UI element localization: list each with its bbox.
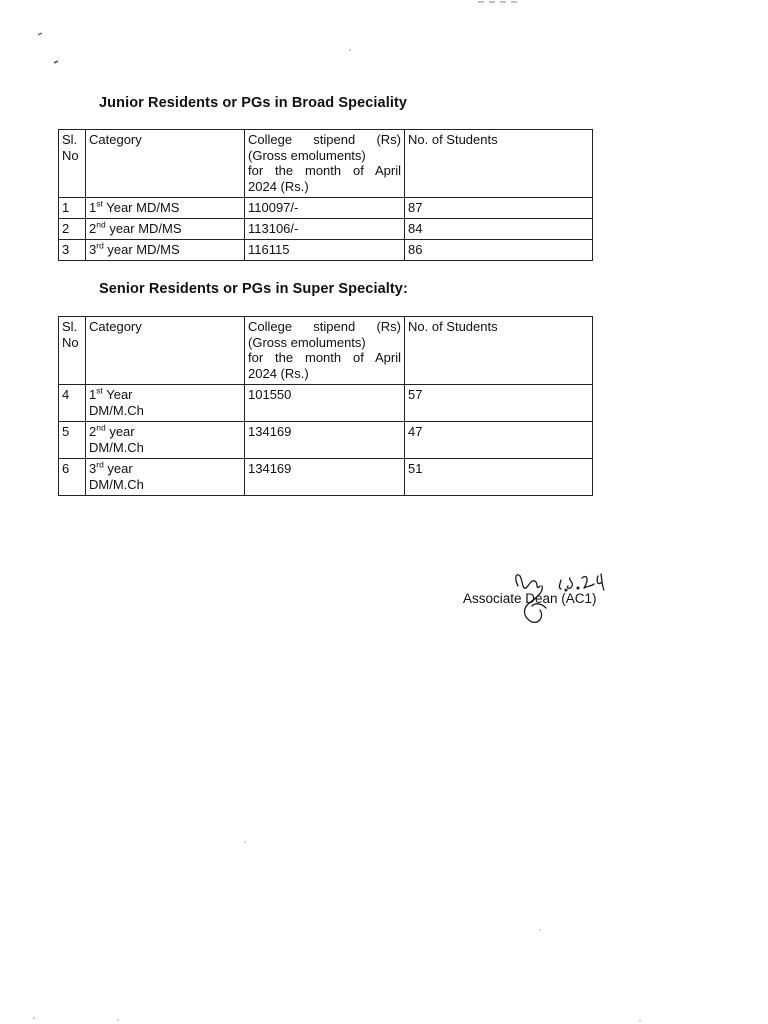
category-ordinal: nd	[96, 219, 106, 230]
header-students: No. of Students	[405, 317, 593, 385]
cell-students: 47	[405, 422, 593, 459]
cell-category	[86, 240, 245, 261]
cell-students: 87	[405, 198, 593, 219]
cell-stipend: 101550	[245, 385, 405, 422]
header-sl: Sl.	[62, 132, 78, 147]
cell-category	[86, 385, 245, 422]
table-row	[59, 240, 593, 261]
category-course: DM/M.Ch	[89, 476, 144, 492]
header-stipend-line: for the month of April	[248, 350, 401, 365]
cell-students: 57	[405, 385, 593, 422]
header-stipend	[245, 317, 405, 385]
senior-residents-table	[58, 316, 593, 496]
cell-sl: 2	[59, 219, 86, 240]
header-stipend-line: 2024 (Rs.)	[248, 365, 309, 381]
table-row	[59, 385, 593, 422]
cell-category	[86, 219, 245, 240]
table-row	[59, 459, 593, 496]
header-stipend-line: (Gross emoluments)	[248, 147, 366, 163]
cell-sl: 3	[59, 240, 86, 261]
category-text: Year	[102, 387, 133, 402]
header-no: No	[62, 334, 79, 350]
category-ordinal: rd	[96, 240, 104, 251]
category-year-number: 3	[89, 242, 97, 257]
header-stipend-line: (Gross emoluments)	[248, 334, 366, 350]
category-text: year	[103, 461, 133, 476]
signatory-designation: Associate Dean (AC1)	[463, 591, 597, 606]
table-row	[59, 422, 593, 459]
category-text: year	[105, 424, 135, 439]
header-sl: Sl.	[62, 319, 78, 334]
table-row	[59, 198, 593, 219]
category-ordinal: rd	[96, 459, 104, 470]
category-year-number: 3	[89, 461, 97, 476]
category-course: DM/M.Ch	[89, 439, 144, 455]
cell-sl: 4	[59, 385, 86, 422]
category-text: year MD/MS	[105, 221, 182, 236]
header-no: No	[62, 147, 79, 163]
section-heading-senior-residents: Senior Residents or PGs in Super Specialty:	[99, 281, 408, 297]
header-sl-no	[59, 317, 86, 385]
category-course: DM/M.Ch	[89, 402, 144, 418]
cell-sl: 6	[59, 459, 86, 496]
category-text: Year MD/MS	[102, 200, 180, 215]
cell-students: 84	[405, 219, 593, 240]
header-stipend	[245, 130, 405, 198]
header-stipend-line: for the month of April	[248, 163, 401, 178]
cell-category	[86, 459, 245, 496]
cell-stipend: 134169	[245, 459, 405, 496]
cell-sl: 1	[59, 198, 86, 219]
category-year-number: 1	[89, 387, 97, 402]
header-sl-no	[59, 130, 86, 198]
cell-category	[86, 422, 245, 459]
category-year-number: 2	[89, 221, 97, 236]
cell-stipend: 134169	[245, 422, 405, 459]
cell-stipend: 110097/-	[245, 198, 405, 219]
cell-stipend: 116115	[245, 240, 405, 261]
header-students: No. of Students	[405, 130, 593, 198]
junior-residents-table	[58, 129, 593, 261]
category-text: year MD/MS	[103, 242, 180, 257]
category-ordinal: nd	[96, 422, 106, 433]
header-stipend-line: 2024 (Rs.)	[248, 178, 309, 194]
cell-sl: 5	[59, 422, 86, 459]
category-ordinal: st	[96, 385, 103, 396]
header-category: Category	[86, 317, 245, 385]
cell-students: 86	[405, 240, 593, 261]
table-row	[59, 219, 593, 240]
category-year-number: 1	[89, 200, 97, 215]
category-year-number: 2	[89, 424, 97, 439]
table-header-row	[59, 317, 593, 385]
table-header-row	[59, 130, 593, 198]
header-category: Category	[86, 130, 245, 198]
cell-stipend: 113106/-	[245, 219, 405, 240]
category-ordinal: st	[96, 198, 103, 209]
cell-students: 51	[405, 459, 593, 496]
cell-category	[86, 198, 245, 219]
header-stipend-line: College stipend (Rs)	[248, 132, 401, 147]
section-heading-junior-residents: Junior Residents or PGs in Broad Speciality	[99, 95, 408, 111]
header-stipend-line: College stipend (Rs)	[248, 319, 401, 334]
